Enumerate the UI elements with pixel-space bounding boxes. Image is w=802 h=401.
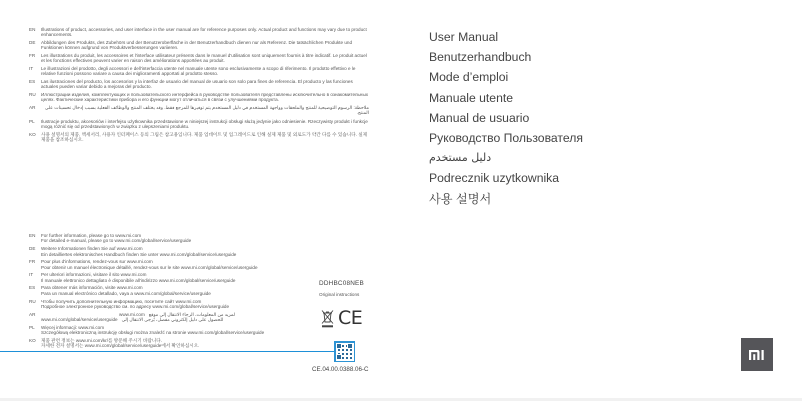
info-line-ar: للحصول على دليل إلكتروني مفصل، يُرجى الانتقال إلى xyxy=(121,317,224,323)
lang-code: FR xyxy=(29,259,36,265)
info-en xyxy=(29,233,319,244)
info-es xyxy=(29,285,319,296)
lang-code: FR xyxy=(29,53,36,58)
lang-code: IT xyxy=(29,272,34,278)
original-instructions-label: Original instructions xyxy=(319,292,360,297)
further-info-block xyxy=(29,233,319,351)
manual-titles xyxy=(429,27,583,209)
info-line: Подробное электронное руководство см. по адресу www.mi.com/global/service/userguide xyxy=(41,303,230,309)
weee-crossed-bin-icon xyxy=(321,309,334,328)
title-de: Benutzerhandbuch xyxy=(429,50,532,65)
disclaimer-text: Иллюстрации изделия, комплектующих и пользовательского интерфейса в руководстве пользователя представлены исключительно в ознакомительных целях. Фактические характеристики прибора и его функции могут отличаться в связи с улучшениями продукта. xyxy=(41,92,369,103)
leader-line xyxy=(0,351,336,352)
info-line: Szczegółową elektroniczną instrukcję obsługi można znaleźć na stronie www.mi.com/global/service/userguide xyxy=(41,330,265,336)
lang-code: KO xyxy=(29,131,36,137)
lang-code: ES xyxy=(29,79,36,84)
lang-code: DE xyxy=(29,246,36,252)
info-line: Para un manual electrónico detallado, vaya a www.mi.com/global/service/userguide xyxy=(41,290,211,296)
lang-code: RU xyxy=(29,92,36,97)
info-pl xyxy=(29,325,319,336)
disclaimer-ar xyxy=(29,105,369,116)
title-ar: دليل مستخدم xyxy=(429,151,492,165)
title-en: User Manual xyxy=(429,30,499,44)
mi-logo xyxy=(741,338,773,371)
lang-code: PL xyxy=(29,324,35,330)
disclaimer-en xyxy=(29,27,369,38)
info-ko xyxy=(29,338,319,349)
lang-code: PL xyxy=(29,118,35,124)
title-it: Manuale utente xyxy=(429,90,514,105)
disclaimer-de xyxy=(29,40,369,51)
info-line: Ein detailliertes elektronisches Handbuch finden Sie unter www.mi.com/global/service/userguide xyxy=(41,251,237,257)
title-ru: Руководство Пользователя xyxy=(429,131,583,146)
info-line: Para obtener más información, visite www.mi.com xyxy=(41,285,143,291)
disclaimer-ko xyxy=(29,132,369,143)
info-line: Pour plus d'informations, rendez-vous sur www.mi.com xyxy=(41,259,153,265)
disclaimer-fr xyxy=(29,53,369,64)
disclaimer-text: Les illustrations du produit, les accessoires et l'interface utilisateur présents dans le manuel d'utilisation sont uniquement fournis à titre indicatif. Le produit actuel et les fonctions effectives peuvent varier en raison des améliorations apportées au produit. xyxy=(41,53,367,64)
info-it xyxy=(29,272,319,283)
lang-code: KO xyxy=(29,337,36,343)
info-line: Więcej informacji: www.mi.com xyxy=(41,324,105,330)
lang-code: RU xyxy=(29,298,36,304)
info-fr xyxy=(29,259,319,270)
info-line: For further information, please go to www.mi.com xyxy=(41,233,142,238)
disclaimer-it xyxy=(29,66,369,77)
info-line: Il manuale elettronico dettagliato è disponibile all'indirizzo www.mi.com/global/service/userguide xyxy=(41,277,236,283)
mi-logo-icon xyxy=(749,350,766,360)
ce-mark-icon: CE xyxy=(338,307,363,329)
qr-code[interactable] xyxy=(334,341,355,362)
disclaimer-text: ملاحظة: الرسوم التوضيحية للمنتج والملحقات وواجهة المستخدم في دليل المستخدم يتم توفيرها للمرجع فقط. وقد يختلف المنتج والوظائف الفعلية بسبب إدخال تحسينات على المنتج. xyxy=(44,105,369,116)
lang-code: AR xyxy=(29,105,36,110)
lang-code: EN xyxy=(29,233,36,238)
info-line: 제품 관련 정보는 www.mi.com/kr/를 방문해 주시기 바랍니다. xyxy=(41,337,162,343)
disclaimer-block xyxy=(29,27,369,145)
info-line: For detailed e-manual, please go to www.mi.com/global/service/userguide xyxy=(41,238,192,244)
disclaimer-pl xyxy=(29,119,369,130)
title-fr: Mode d’emploi xyxy=(429,70,509,85)
title-pl: Podrecznik uzytkownika xyxy=(429,171,560,186)
disclaimer-text: 사용 설명서의 제품, 액세서리, 사용자 인터페이스 등의 그림은 참고용입니다. 제품 업데이트 및 업그레이드로 인해 실제 제품 및 외로도가 약간 다를 수 있습니다. 실제 제품을 참조하십시오. xyxy=(41,131,368,143)
title-es: Manual de usuario xyxy=(429,110,530,125)
disclaimer-text: Las ilustraciones del producto, los accesorios y la interfaz de usuario del manual de usuario son solo para fines de referencia. El producto y las funciones actuales pueden variar debido a mejoras del producto. xyxy=(41,79,353,90)
info-line: Weitere Informationen finden Sie auf www.mi.com xyxy=(41,246,143,252)
info-ar xyxy=(29,312,319,323)
info-line: Pour obtenir un manuel électronique détaillé, rendez-vous sur le site www.mi.com/global/service/userguide xyxy=(41,264,258,270)
info-line: Per ulteriori informazioni, visitare il sito www.mi.com xyxy=(41,272,147,278)
disclaimer-text: Illustrations of product, accessories, and user interface in the user manual are for reference purposes only. Actual product and functions may vary due to product enhancements. xyxy=(41,27,367,38)
info-url: www.mi.com/global/service/userguide xyxy=(41,317,118,323)
model-number: DDHBC08NEB xyxy=(319,280,364,287)
info-line: 자세한 전자 설명서는 www.mi.com/global/service/userguide에서 확인하십시오. xyxy=(41,343,200,349)
disclaimer-text: Le illustrazioni del prodotto, degli accessori e dell'interfaccia utente nel manuale utente sono esclusivamente a scopo di riferimento. Il prodotto effettivo e le relative funzioni possono variare a causa dei miglioramenti apportati al prodotto stesso. xyxy=(41,66,356,77)
disclaimer-text: Ilustracje produktu, akcesoriów i interfejsu użytkownika przedstawione w niniejszej instrukcji obsługi służą jedynie jako odniesienie. Rzeczywisty produkt i funkcje mogą różnić się od przedstawionych w związku z ulepszeniami produktu. xyxy=(41,118,368,130)
lang-code: IT xyxy=(29,66,34,71)
lang-code: AR xyxy=(29,311,36,317)
disclaimer-text: Abbildungen des Produkts, des Zubehörs und der Benutzeroberfläche in der Benutzerhandbuch dienen nur als Referenz. Die tatsächlichen Produkte und Funktionen können aufgrund von Produktverbesserungen variieren. xyxy=(41,40,353,51)
lang-code: EN xyxy=(29,27,36,32)
info-de xyxy=(29,246,319,257)
title-ko: 사용 설명서 xyxy=(429,191,492,206)
certification-code: CE.04.00.0388.06-C xyxy=(312,366,369,373)
lang-code: ES xyxy=(29,285,36,291)
info-url: www.mi.com xyxy=(119,311,145,317)
info-ru xyxy=(29,299,319,310)
disclaimer-ru xyxy=(29,92,369,103)
info-line: Чтобы получить дополнительную информацию, посетите сайт www.mi.com xyxy=(41,298,202,304)
lang-code: DE xyxy=(29,40,36,45)
info-line-ar: لمزيد من المعلومات، الرجاء الانتقال إلى موقع xyxy=(148,311,235,317)
disclaimer-es xyxy=(29,79,369,90)
